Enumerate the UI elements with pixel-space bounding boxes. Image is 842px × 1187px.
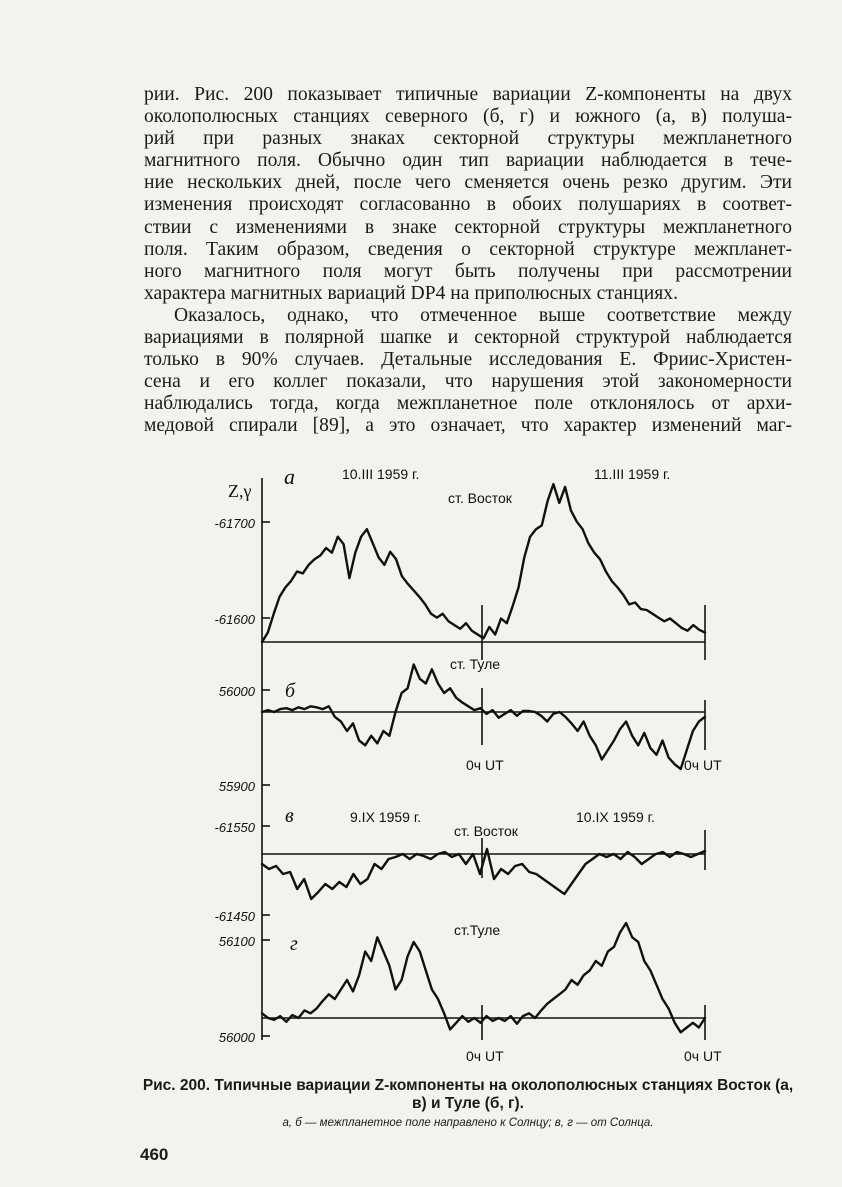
text-line: ние нескольких дней, после чего сменяется очень резко другим. Эти: [144, 172, 792, 194]
tick-label: -61550: [214, 820, 255, 835]
trace-a: [262, 484, 705, 642]
text-line: наблюдались тогда, когда межпланетное поле отклонялось от архи-: [144, 393, 792, 415]
y-axis-label: Z,γ: [228, 481, 252, 501]
text-line: Оказалось, однако, что отмеченное выше соответствие между: [174, 304, 792, 326]
text-line: поля. Таким образом, сведения о секторной структуре межпланет-: [144, 238, 792, 260]
trace-b: [262, 665, 705, 770]
text-line: магнитного поля. Обычно один тип вариации наблюдается в тече-: [144, 150, 792, 172]
station-label: ст. Туле: [450, 656, 501, 672]
text-line: изменения происходят согласованно в обоих полушариях в соответ-: [144, 194, 792, 216]
panel-letter: в: [285, 805, 294, 827]
tick-label: -61600: [214, 612, 255, 627]
text-line: рий при разных знаках секторной структуры межпланетного: [144, 128, 792, 150]
time-label: 0ч UT: [466, 757, 504, 773]
tick-label: 56000: [218, 1030, 255, 1045]
panel-letter: б: [285, 680, 296, 702]
date-label: 11.III 1959 г.: [594, 466, 671, 482]
time-label: 0ч UT: [684, 1048, 722, 1064]
trace-g: [262, 923, 705, 1032]
panel-letter: г: [290, 933, 298, 955]
text-line: ствии с изменениями в знаке секторной структуры межпланетного: [144, 216, 792, 238]
paragraph-1: [144, 84, 792, 305]
tick-label: -61450: [214, 909, 255, 924]
figure-caption: [138, 1077, 798, 1129]
tick-label: 56100: [218, 934, 255, 949]
station-label: ст.Туле: [454, 922, 501, 938]
text-line: только в 90% случаев. Детальные исследования Е. Фриис-Христен-: [144, 349, 792, 371]
date-label: 9.IX 1959 г.: [350, 809, 422, 825]
date-label: 10.III 1959 г.: [342, 466, 420, 482]
figure-200: [0, 455, 842, 1073]
caption-title: Рис. 200. Типичные вариации Z-компоненты на околополюсных станциях Восток (а, в) и Туле (б, г).: [142, 1077, 794, 1112]
body-text: [144, 84, 792, 438]
tick-label: -61700: [214, 516, 255, 531]
station-label: ст. Восток: [454, 823, 518, 839]
trace-v: [262, 849, 705, 899]
text-line: околополюсных станциях северного (б, г) и южного (а, в) полуша-: [144, 106, 792, 128]
text-line: ного магнитного поля могут быть получены при рассмотрении: [144, 260, 792, 282]
tick-label: 56000: [218, 684, 255, 699]
text-line: медовой спирали [89], а это означает, что характер изменений маг-: [144, 415, 792, 437]
time-label: 0ч UT: [466, 1048, 504, 1064]
text-line: рии. Рис. 200 показывает типичные вариации Z-компоненты на двух: [144, 84, 792, 105]
text-line: вариациями в полярной шапке и секторной структурой наблюдается: [144, 327, 792, 349]
text-line: характера магнитных вариаций DP4 на приполюсных станциях.: [144, 282, 678, 304]
paragraph-2: [144, 305, 792, 438]
tick-label: 55900: [218, 779, 255, 794]
text-line: сена и его коллег показали, что нарушения этой закономерности: [144, 371, 792, 393]
time-label: 0ч UT: [684, 757, 722, 773]
panel-letter: а: [284, 464, 295, 489]
station-label: ст. Восток: [448, 490, 512, 506]
caption-note: а, б — межпланетное поле направлено к Солнцу; в, г — от Солнца.: [282, 1117, 654, 1129]
page-number: 460: [140, 1145, 169, 1164]
date-label: 10.IX 1959 г.: [576, 809, 655, 825]
